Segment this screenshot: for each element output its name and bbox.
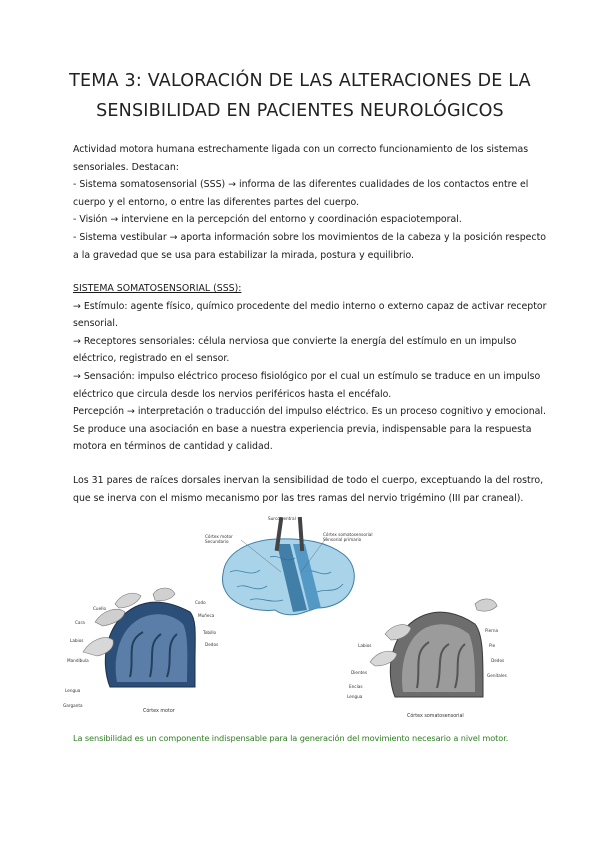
svg-text:Tobillo: Tobillo	[203, 630, 217, 635]
text-line: Percepción → interpretación o traducción del impulso eléctrico. Es un proceso cognitivo y emocional.	[73, 406, 546, 418]
text-line: → Sensación: impulso eléctrico proceso fisiológico por el cual un estímulo se traduce en un impulso	[73, 370, 541, 382]
svg-text:Encías: Encías	[349, 684, 363, 689]
svg-text:Garganta: Garganta	[63, 703, 83, 708]
svg-text:Codo: Codo	[195, 600, 206, 605]
text-line: - Sistema somatosensorial (SSS) → informa de las diferentes cualidades de los contactos entre el	[73, 179, 529, 191]
text-line: - Visión → interviene en la percepción del entorno y coordinación espaciotemporal.	[73, 214, 462, 226]
svg-text:Pierna: Pierna	[485, 628, 499, 633]
title-line-1: TEMA 3: VALORACIÓN DE LAS ALTERACIONES DE LA	[69, 71, 531, 91]
lateral-brain-illustration	[205, 516, 373, 615]
svg-text:Lengua: Lengua	[347, 694, 363, 699]
svg-text:Lengua: Lengua	[65, 688, 81, 693]
title-line-2: SENSIBILIDAD EN PACIENTES NEUROLÓGICOS	[96, 101, 504, 121]
svg-text:Dedos: Dedos	[205, 642, 219, 647]
motor-cortex-label: Córtex motor	[143, 709, 175, 714]
intro-paragraph	[73, 141, 546, 264]
motor-cortex-section	[63, 588, 218, 714]
text-line: a la gravedad que se usa para estabilizar la mirada, postura y equilibrio.	[73, 249, 415, 261]
page-title	[40, 66, 560, 126]
text-line: motora en términos de cantidad y calidad.	[73, 441, 273, 453]
text-line: sensorial.	[73, 318, 119, 330]
text-line: - Sistema vestibular → aporta información sobre los movimientos de la cabeza y la posición respecto	[73, 231, 546, 243]
text-line: sensoriales. Destacan:	[73, 161, 179, 173]
svg-text:Mandíbula: Mandíbula	[67, 658, 89, 663]
svg-text:Genitales: Genitales	[487, 673, 507, 678]
svg-text:Pie: Pie	[489, 643, 496, 648]
sensory-cortex-label: Córtex somatosensorial	[407, 714, 464, 719]
text-line: Los 31 pares de raíces dorsales inervan la sensibilidad de todo el cuerpo, exceptuando la del rostro,	[73, 475, 544, 486]
sensory-cortex-section	[347, 599, 507, 719]
svg-text:Cara: Cara	[75, 620, 85, 625]
text-line: Se produce una asociación en base a nuestra experiencia previa, indispensable para la respuesta	[73, 423, 532, 435]
figure-caption: La sensibilidad es un componente indispensable para la generación del movimiento necesario a nivel motor.	[73, 733, 509, 743]
svg-text:Muñeca: Muñeca	[198, 613, 215, 618]
svg-text:Dientes: Dientes	[351, 670, 368, 675]
svg-text:Labios: Labios	[358, 643, 372, 648]
svg-text:Cuello: Cuello	[93, 606, 107, 611]
svg-text:Labios: Labios	[70, 638, 84, 643]
homunculus-figure	[55, 512, 525, 722]
svg-text:Sensorial primario: Sensorial primario	[323, 537, 362, 542]
sss-section	[73, 280, 547, 456]
section-heading: SISTEMA SOMATOSENSORIAL (SSS):	[73, 283, 242, 294]
text-line: → Receptores sensoriales: célula nerviosa que convierte la energía del estímulo en un impulso	[73, 335, 517, 347]
text-line: eléctrico que circula desde los nervios periféricos hasta el encéfalo.	[73, 388, 392, 400]
svg-text:Córtex motor: Córtex motor	[205, 534, 233, 539]
svg-text:Surco central: Surco central	[268, 516, 296, 521]
text-line: cuerpo y el entorno, o entre las diferentes partes del cuerpo.	[73, 196, 360, 208]
svg-text:Dedos: Dedos	[491, 658, 505, 663]
roots-paragraph	[73, 472, 543, 507]
svg-text:Córtex somatosensorial: Córtex somatosensorial	[323, 532, 373, 537]
text-line: → Estímulo: agente físico, químico procedente del medio interno o externo capaz de activar receptor	[73, 300, 547, 312]
text-line: eléctrico, registrado en el sensor.	[73, 353, 230, 365]
text-line: que se inerva con el mismo mecanismo por las tres ramas del nervio trigémino (III par craneal).	[73, 492, 524, 504]
svg-text:Secundario: Secundario	[205, 539, 229, 544]
text-line: Actividad motora humana estrechamente ligada con un correcto funcionamiento de los sistemas	[73, 144, 529, 155]
